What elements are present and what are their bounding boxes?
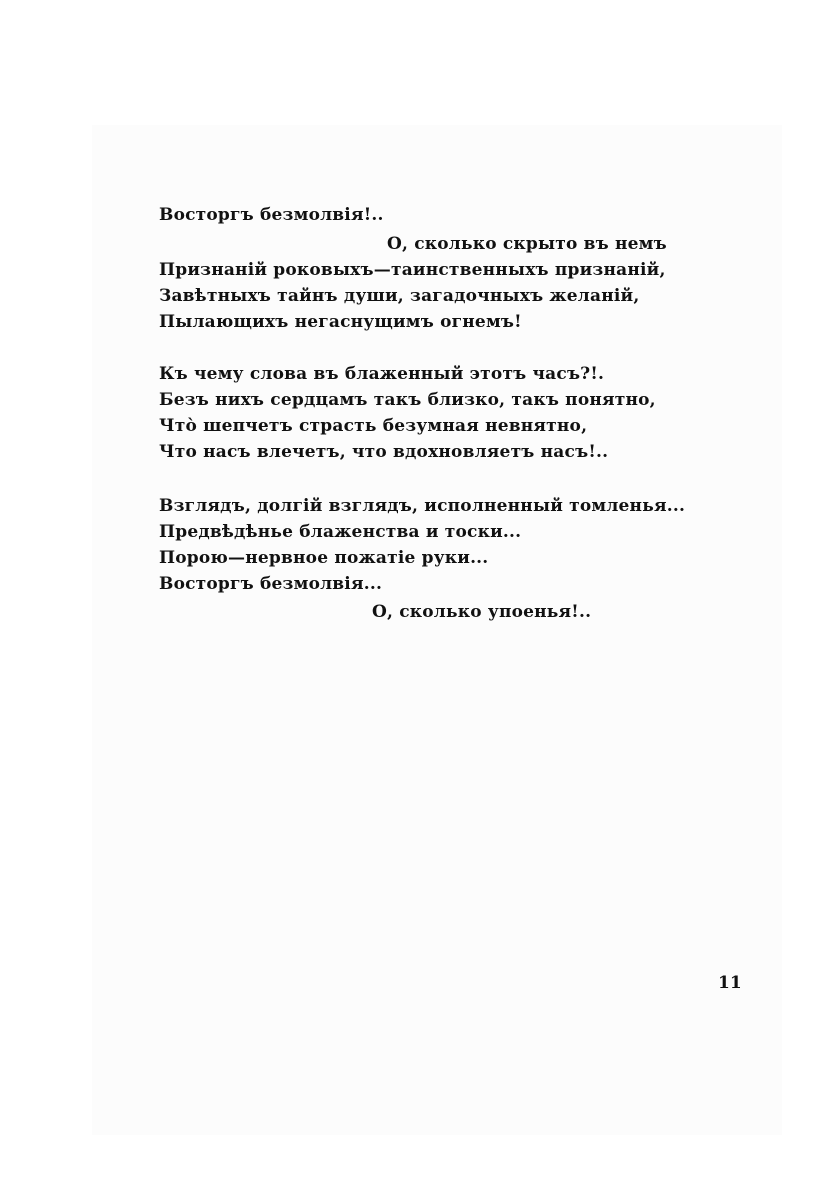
poem-line: Предвѣдѣнье блаженства и тоски... <box>159 522 522 542</box>
poem-line: Восторгъ безмолвія!.. <box>159 205 384 225</box>
poem-line: Признаній роковыхъ—таинственныхъ признаній, <box>159 260 666 280</box>
poem-line: Порою—нервное пожатіе руки... <box>159 548 489 568</box>
poem-line: Пылающихъ негаснущимъ огнемъ! <box>159 312 522 332</box>
poem-line: Что̀ шепчетъ страсть безумная невнятно, <box>159 416 588 436</box>
page-number: 11 <box>718 973 742 993</box>
poem-line: Взглядъ, долгій взглядъ, исполненный томленья... <box>159 496 686 516</box>
poem-line: Восторгъ безмолвія... <box>159 574 383 594</box>
poem-line: Завѣтныхъ тайнъ души, загадочныхъ желаній, <box>159 286 640 306</box>
poem-line: Къ чему слова въ блаженный этотъ часъ?!. <box>159 364 605 384</box>
poem-line: Безъ нихъ сердцамъ такъ близко, такъ понятно, <box>159 390 656 410</box>
poem-line: О, сколько упоенья!.. <box>372 602 592 622</box>
poem-line: О, сколько скрыто въ немъ <box>387 234 667 254</box>
poem-line: Что насъ влечетъ, что вдохновляетъ насъ!.. <box>159 442 609 462</box>
